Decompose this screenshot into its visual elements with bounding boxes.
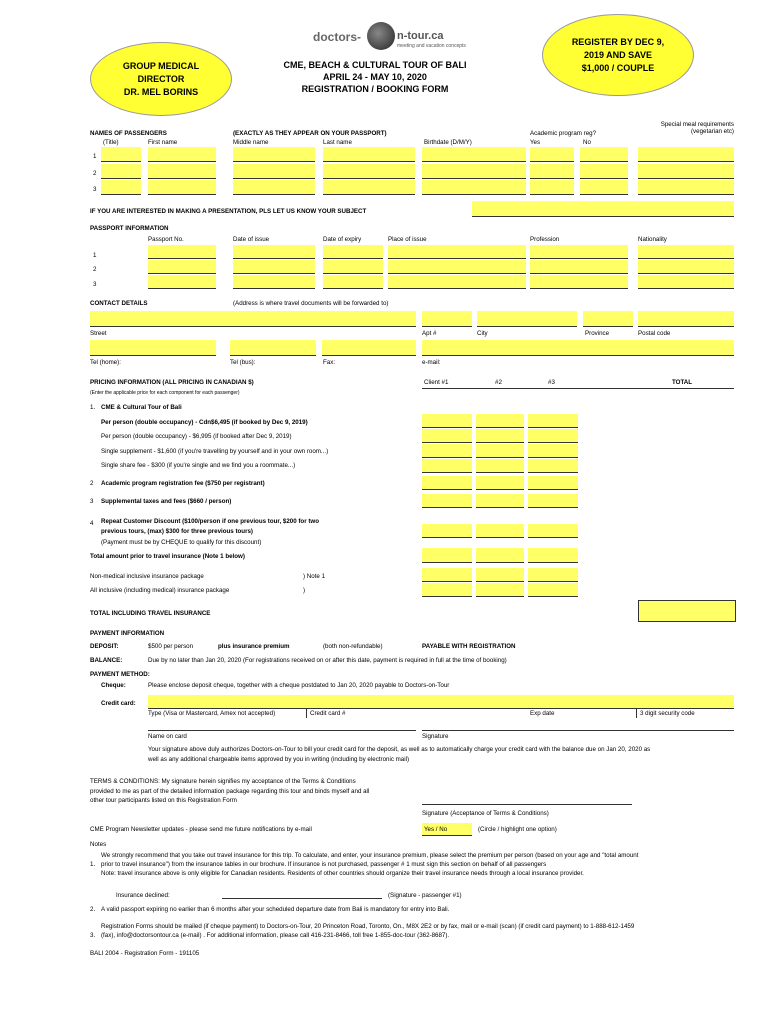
special-meal-line-2: (vegetarian etc) xyxy=(691,128,734,135)
contact-apt-field[interactable] xyxy=(422,311,472,327)
item-3-number: 3 xyxy=(90,498,94,505)
item-3-label: Supplemental taxes and fees ($660 / person) xyxy=(101,498,232,505)
price-single-supplement: Single supplement - $1,600 (if you're travelling by yourself and in your own room...) xyxy=(101,448,329,455)
item4-client3-field[interactable] xyxy=(528,524,578,538)
terms-line-2: provided to me as part of the detailed information package regarding this tour and binds myself and all xyxy=(90,788,370,795)
globe-icon xyxy=(367,22,395,50)
p4-client1-field[interactable] xyxy=(422,459,472,473)
passport-row-1-number: 1 xyxy=(93,252,97,259)
academic-yes-label: Yes xyxy=(530,139,541,146)
note-1-line-3: Note: travel insurance above is only eligible for Canadian residents. Residents of other countries should organize their travel insurance needs through a local insurance provider. xyxy=(101,870,584,877)
credit-card-label: Credit card: xyxy=(101,700,136,707)
tel-home-field[interactable] xyxy=(90,340,216,356)
item-2-label: Academic program registration fee ($750 per registrant) xyxy=(101,480,265,487)
ins2-client1-field[interactable] xyxy=(422,583,472,597)
passenger-3-academic-no-field[interactable] xyxy=(580,180,628,195)
passport-3-no-field[interactable] xyxy=(148,275,216,289)
item-2-number: 2 xyxy=(90,480,94,487)
passport-3-place-field[interactable] xyxy=(388,275,526,289)
signature-line[interactable] xyxy=(422,730,734,731)
nationality-label: Nationality xyxy=(638,236,667,243)
p2-client3-field[interactable] xyxy=(528,429,578,443)
middle-name-label: Middle name xyxy=(233,139,269,146)
note-1-line-2: prior to travel insurance") from the insurance tables in our brochure. If insurance is not purchased, passenger # 1 must sign this section on behalf of all passengers xyxy=(101,861,547,868)
register-by-oval xyxy=(542,14,694,96)
price-double-early: Per person (double occupancy) - Cdn$6,495 (if booked by Dec 9, 2019) xyxy=(101,419,308,426)
item-4-number: 4 xyxy=(90,520,94,527)
presentation-subject-field[interactable] xyxy=(472,201,734,217)
exact-passport-label: (EXACTLY AS THEY APPEAR ON YOUR PASSPORT) xyxy=(233,130,387,137)
form-title xyxy=(260,59,490,95)
exp-date-label: Exp date xyxy=(530,710,555,717)
price-double-late: Per person (double occupancy) - $6,995 (if booked after Dec 9, 2019) xyxy=(101,433,292,440)
passenger-1-academic-no-field[interactable] xyxy=(580,147,628,162)
note-2-number: 2. xyxy=(90,906,96,913)
ins2-client3-field[interactable] xyxy=(528,583,578,597)
p1-client1-field[interactable] xyxy=(422,414,472,428)
notes-label: Notes xyxy=(90,841,107,848)
passport-2-place-field[interactable] xyxy=(388,260,526,274)
passport-row-2-number: 2 xyxy=(93,266,97,273)
title-line-1: CME, BEACH & CULTURAL TOUR OF BALI xyxy=(283,60,467,70)
title-column-label: (Title) xyxy=(103,139,119,146)
passenger-1-meal-field[interactable] xyxy=(638,147,734,162)
tel-bus-label: Tel (bus): xyxy=(230,359,256,366)
oval-left-line-1: GROUP MEDICAL xyxy=(122,60,200,71)
title-line-3: REGISTRATION / BOOKING FORM xyxy=(301,84,449,94)
note-2-text: A valid passport expiring no earlier than 6 months after your scheduled departure date from Bali is mandatory for entry into Bali. xyxy=(101,906,450,913)
total-prior-client2-field[interactable] xyxy=(476,548,524,563)
passport-3-nationality-field[interactable] xyxy=(638,275,734,289)
passport-3-issue-field[interactable] xyxy=(233,275,315,289)
pricing-header-underline xyxy=(422,388,734,389)
postal-code-label: Postal code xyxy=(638,330,671,337)
passenger-3-meal-field[interactable] xyxy=(638,180,734,195)
passport-3-expiry-field[interactable] xyxy=(323,275,383,289)
p3-client3-field[interactable] xyxy=(528,444,578,458)
passport-2-expiry-field[interactable] xyxy=(323,260,383,274)
passenger-2-meal-field[interactable] xyxy=(638,164,734,179)
ins1-client1-field[interactable] xyxy=(422,568,472,582)
oval-left-line-3: DR. MEL BORINS xyxy=(123,86,199,97)
newsletter-yes-no: Yes / No xyxy=(424,826,448,833)
item-4-line-3: (Payment must be by CHEQUE to qualify for this discount) xyxy=(101,539,262,546)
p1-client2-field[interactable] xyxy=(476,414,524,428)
logo-text-right: n-tour.ca xyxy=(397,30,444,42)
card-type-label: Type (Visa or Mastercard, Amex not accepted) xyxy=(148,710,276,717)
insurance-declined-label: Insurance declined: xyxy=(116,892,170,899)
newsletter-label: CME Program Newsletter updates - please send me future notifications by e-mail xyxy=(90,826,312,833)
passenger-2-first-field[interactable] xyxy=(148,164,216,179)
passenger-3-title-field[interactable] xyxy=(101,180,141,195)
passenger-1-title-field[interactable] xyxy=(101,147,141,162)
apt-label: Apt # xyxy=(422,330,437,337)
ins2-client2-field[interactable] xyxy=(476,583,524,597)
passenger-row-2-number: 2 xyxy=(93,170,97,177)
total-prior-client3-field[interactable] xyxy=(528,548,578,563)
contact-postal-field[interactable] xyxy=(638,311,734,327)
balance-label: BALANCE: xyxy=(90,657,123,664)
passport-2-issue-field[interactable] xyxy=(233,260,315,274)
contact-details-label: CONTACT DETAILS xyxy=(90,300,148,307)
authorization-line-2: well as any additional chargeable items approved by you in writing (including by electronic mail) xyxy=(148,756,410,763)
payable-with-registration: PAYABLE WITH REGISTRATION xyxy=(422,643,516,650)
cheque-label: Cheque: xyxy=(101,682,126,689)
grand-total-field[interactable] xyxy=(638,600,736,622)
credit-card-row-field[interactable] xyxy=(148,695,734,709)
item-4-line-2: previous tours, (max) $300 for three previous tours) xyxy=(101,528,253,535)
passport-1-expiry-field[interactable] xyxy=(323,245,383,259)
date-of-issue-label: Date of issue xyxy=(233,236,270,243)
city-label: City xyxy=(477,330,488,337)
passenger-1-first-field[interactable] xyxy=(148,147,216,162)
passport-1-issue-field[interactable] xyxy=(233,245,315,259)
passenger-row-1-number: 1 xyxy=(93,153,97,160)
item2-client3-field[interactable] xyxy=(528,476,578,490)
email-label: e-mail: xyxy=(422,359,441,366)
oval-left-line-2: DIRECTOR xyxy=(137,73,185,84)
passenger-3-first-field[interactable] xyxy=(148,180,216,195)
passenger-2-last-field[interactable] xyxy=(323,164,415,179)
academic-no-label: No xyxy=(583,139,591,146)
insurance-note-2: ) xyxy=(303,587,306,594)
item-4-line-1: Repeat Customer Discount ($100/person if one previous tour, $200 for two xyxy=(101,518,319,525)
logo-text-left: doctors- xyxy=(313,30,361,44)
logo-tagline: meeting and vacation concepts xyxy=(397,43,466,49)
total-prior-client1-field[interactable] xyxy=(422,548,472,563)
item-1-number: 1. xyxy=(90,404,96,411)
item-1-label: CME & Cultural Tour of Bali xyxy=(101,404,182,411)
cheque-text: Please enclose deposit cheque, together with a cheque postdated to Jan 20, 2020 payable to Doctors-on-Tour xyxy=(148,682,450,689)
deposit-amount: $500 per person xyxy=(148,643,194,650)
passport-2-no-field[interactable] xyxy=(148,260,216,274)
insurance-note-1: ) Note 1 xyxy=(303,573,326,580)
p4-client3-field[interactable] xyxy=(528,459,578,473)
fax-field[interactable] xyxy=(322,340,416,356)
item2-client2-field[interactable] xyxy=(476,476,524,490)
first-name-label: First name xyxy=(148,139,178,146)
logo xyxy=(313,22,483,56)
insurance-non-medical-label: Non-medical inclusive insurance package xyxy=(90,573,204,580)
client-3-header: #3 xyxy=(548,379,555,386)
passport-no-label: Passport No. xyxy=(148,236,184,243)
passenger-1-signature-note: (Signature - passenger #1) xyxy=(388,892,462,899)
passport-2-profession-field[interactable] xyxy=(530,260,628,274)
item4-client1-field[interactable] xyxy=(422,524,472,538)
passenger-1-academic-yes-field[interactable] xyxy=(530,147,574,162)
total-header: TOTAL xyxy=(672,379,693,386)
item3-client3-field[interactable] xyxy=(528,494,578,508)
circle-option-note: (Circle / highlight one option) xyxy=(478,826,557,833)
item3-client2-field[interactable] xyxy=(476,494,524,508)
p2-client2-field[interactable] xyxy=(476,429,524,443)
academic-program-label: Academic program reg? xyxy=(530,130,597,137)
passenger-1-last-field[interactable] xyxy=(323,147,415,162)
passenger-row-3-number: 3 xyxy=(93,186,97,193)
special-meal-label xyxy=(630,121,734,135)
terms-signature-label: Signature (Acceptance of Terms & Conditions) xyxy=(422,810,549,817)
total-including-insurance-label: TOTAL INCLUDING TRAVEL INSURANCE xyxy=(90,610,211,617)
group-medical-director-oval xyxy=(90,42,232,116)
date-of-expiry-label: Date of expiry xyxy=(323,236,362,243)
names-of-passengers-label: NAMES OF PASSENGERS xyxy=(90,130,167,137)
note-3-number: 3. xyxy=(90,932,96,939)
note-1-number: 1. xyxy=(90,861,96,868)
fax-label: Fax: xyxy=(323,359,336,366)
p4-client2-field[interactable] xyxy=(476,459,524,473)
passenger-2-academic-no-field[interactable] xyxy=(580,164,628,179)
passport-2-nationality-field[interactable] xyxy=(638,260,734,274)
email-field[interactable] xyxy=(422,340,734,356)
birthdate-label: Birthdate (D/M/Y) xyxy=(424,139,472,146)
name-on-card-label: Name on card xyxy=(148,733,187,740)
insurance-declined-signature-line[interactable] xyxy=(222,898,382,899)
place-of-issue-label: Place of issue xyxy=(388,236,427,243)
passenger-1-middle-field[interactable] xyxy=(233,147,315,162)
province-label: Province xyxy=(585,330,610,337)
terms-line-3: other tour participants listed on this Registration Form xyxy=(90,797,237,804)
card-divider-1 xyxy=(306,708,307,718)
card-divider-2 xyxy=(636,708,637,718)
presentation-label: IF YOU ARE INTERESTED IN MAKING A PRESENTATION, PLS LET US KNOW YOUR SUBJECT xyxy=(90,208,367,215)
name-on-card-line[interactable] xyxy=(148,730,416,731)
passenger-3-middle-field[interactable] xyxy=(233,180,315,195)
passport-1-profession-field[interactable] xyxy=(530,245,628,259)
footer-form-id: BALI 2004 - Registration Form - 191105 xyxy=(90,950,200,957)
last-name-label: Last name xyxy=(323,139,352,146)
item3-client1-field[interactable] xyxy=(422,494,472,508)
payment-method-label: PAYMENT METHOD: xyxy=(90,671,150,678)
deposit-label: DEPOSIT: xyxy=(90,643,119,650)
passenger-2-middle-field[interactable] xyxy=(233,164,315,179)
contact-street-field[interactable] xyxy=(90,311,416,327)
passenger-2-birthdate-field[interactable] xyxy=(422,164,526,179)
note-3-line-2: (fax), info@doctorsontour.ca (e-mail) . For additional information, please call 416-231-8466, toll free 1-855-doc-tour (362-8687). xyxy=(101,932,450,939)
pricing-subtext: (Enter the applicable price for each component for each passenger) xyxy=(90,390,240,396)
price-single-share: Single share fee - $300 (if you're single and we find you a roommate...) xyxy=(101,462,296,469)
special-meal-line-1: Special meal requirements xyxy=(660,121,734,128)
note-3-line-1: Registration Forms should be mailed (if cheque payment) to Doctors-on-Tour, 20 Princeton Road, Toronto, On., M8X 2E2 or by fax, mail or e-mail (scan) (if credit card payment) to 1-888-612-1459 xyxy=(101,923,635,930)
p3-client2-field[interactable] xyxy=(476,444,524,458)
passport-1-place-field[interactable] xyxy=(388,245,526,259)
passport-1-no-field[interactable] xyxy=(148,245,216,259)
total-prior-insurance-label: Total amount prior to travel insurance (Note 1 below) xyxy=(90,553,245,560)
passport-1-nationality-field[interactable] xyxy=(638,245,734,259)
note-1-line-1: We strongly recommend that you take out travel insurance for this trip. To calculate, and enter, your insurance premium, please select the premium per person (based on your age and "total amount xyxy=(101,852,639,859)
passenger-1-birthdate-field[interactable] xyxy=(422,147,526,162)
item2-client1-field[interactable] xyxy=(422,476,472,490)
terms-line-1: TERMS & CONDITIONS: My signature herein signifies my acceptance of the Terms & Conditions xyxy=(90,778,356,785)
pricing-info-label: PRICING INFORMATION (ALL PRICING IN CANADIAN $) xyxy=(90,379,254,386)
passenger-3-academic-yes-field[interactable] xyxy=(530,180,574,195)
card-number-label: Credit card # xyxy=(310,710,346,717)
oval-right-line-3: $1,000 / COUPLE xyxy=(581,62,655,73)
title-line-2: APRIL 24 - MAY 10, 2020 xyxy=(323,72,427,82)
oval-right-line-2: 2019 AND SAVE xyxy=(583,49,653,60)
passenger-2-academic-yes-field[interactable] xyxy=(530,164,574,179)
passport-row-3-number: 3 xyxy=(93,281,97,288)
authorization-line-1: Your signature above duly authorizes Doctors-on-Tour to bill your credit card for the deposit, as well as to automatically charge your credit card with the balance due on Jan 20, 2020 as xyxy=(148,746,651,753)
insurance-all-inclusive-label: All inclusive (including medical) insurance package xyxy=(90,587,230,594)
balance-text: Due by no later than Jan 20, 2020 (For registrations received on or after this date, payment is required in full at the time of booking) xyxy=(148,657,507,664)
non-refundable-note: (both non-refundable) xyxy=(323,643,383,650)
contact-address-note: (Address is where travel documents will be forwarded to) xyxy=(233,300,389,307)
contact-city-field[interactable] xyxy=(477,311,577,327)
contact-province-field[interactable] xyxy=(583,311,633,327)
signature-label: Signature xyxy=(422,733,449,740)
oval-right-line-1: REGISTER BY DEC 9, xyxy=(571,36,665,47)
passenger-3-birthdate-field[interactable] xyxy=(422,180,526,195)
tel-bus-field[interactable] xyxy=(230,340,316,356)
plus-insurance-premium: plus insurance premium xyxy=(218,643,290,650)
passport-3-profession-field[interactable] xyxy=(530,275,628,289)
client-1-header: Client #1 xyxy=(424,379,449,386)
item4-client2-field[interactable] xyxy=(476,524,524,538)
terms-signature-line[interactable] xyxy=(422,804,632,805)
p1-client3-field[interactable] xyxy=(528,414,578,428)
payment-info-label: PAYMENT INFORMATION xyxy=(90,630,165,637)
passenger-3-last-field[interactable] xyxy=(323,180,415,195)
street-label: Street xyxy=(90,330,107,337)
ins1-client3-field[interactable] xyxy=(528,568,578,582)
p3-client1-field[interactable] xyxy=(422,444,472,458)
tel-home-label: Tel (home): xyxy=(90,359,121,366)
p2-client1-field[interactable] xyxy=(422,429,472,443)
passenger-2-title-field[interactable] xyxy=(101,164,141,179)
passport-info-label: PASSPORT INFORMATION xyxy=(90,225,169,232)
profession-label: Profession xyxy=(530,236,560,243)
security-code-label: 3 digit security code xyxy=(640,710,695,717)
ins1-client2-field[interactable] xyxy=(476,568,524,582)
client-2-header: #2 xyxy=(495,379,502,386)
